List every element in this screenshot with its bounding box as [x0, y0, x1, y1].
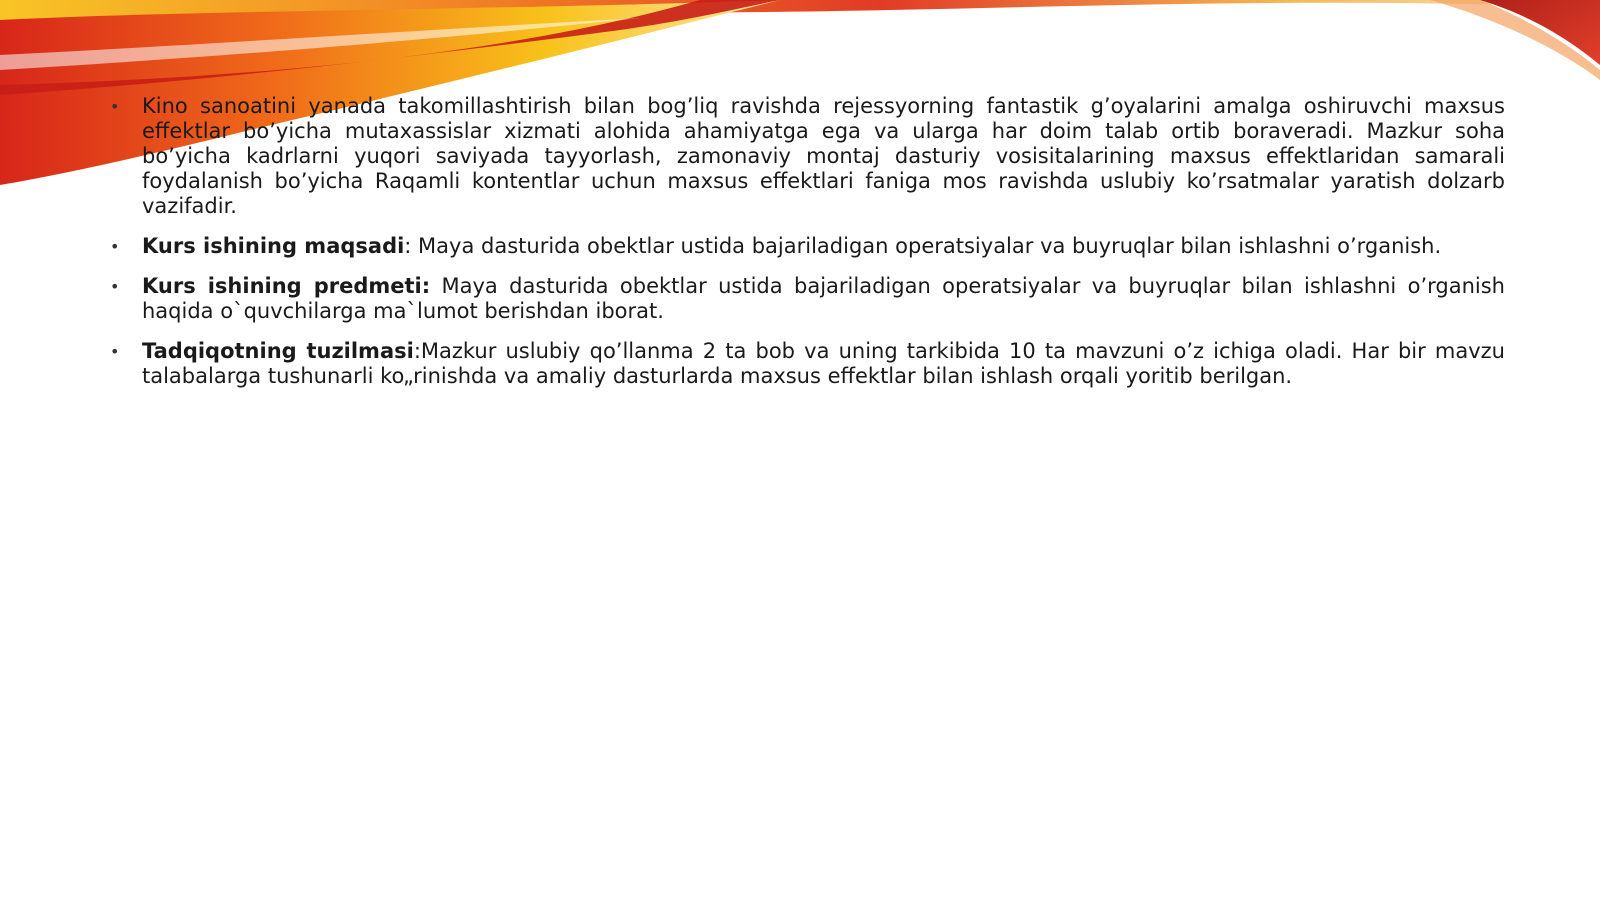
- bullet-text: Kino sanoatini yanada takomillashtirish bilan bog’liq ravishda rejessyorning fantastik g’oyalarini amalga oshiruvchi maxsus effektlar bo’yicha mutaxassislar xizmati alohida ahamiyatga ega va ularga har doim talab ortib boraveradi. Mazkur soha bo’yicha kadrlarni yuqori saviyada tayyorlash, zamonaviy montaj dasturiy vosisitalarining maxsus effektlaridan samarali foydalanish bo’yicha Raqamli kontentlar uchun maxsus effektlari faniga mos ravishda uslubiy ko’rsatmalar yaratish dolzarb vazifadir.: [142, 94, 1505, 218]
- bullet-text: :Mazkur uslubiy qo’llanma 2 ta bob va uning tarkibida 10 ta mavzuni o’z ichiga oladi. Har bir mavzu talabalarga tushunarli ko„rinishda va amaliy dasturlarda maxsus effektlar bilan ishlash orqali yoritib berilgan.: [142, 339, 1505, 388]
- bullet-icon: •: [110, 97, 120, 116]
- bullet-icon: •: [110, 342, 120, 361]
- bullet-heading: Tadqiqotning tuzilmasi: [142, 339, 414, 363]
- content-area: [110, 94, 1505, 404]
- bullet-text: : Maya dasturida obektlar ustida bajariladigan operatsiyalar va buyruqlar bilan ishlashni o’rganish.: [404, 234, 1442, 258]
- bullet-item: [110, 94, 1505, 219]
- bullet-item: [110, 339, 1505, 389]
- bullet-item: [110, 234, 1505, 259]
- bullet-icon: •: [110, 237, 120, 256]
- bullet-item: [110, 274, 1505, 324]
- bullet-text: Maya dasturida obektlar ustida bajariladigan operatsiyalar va buyruqlar bilan ishlashni o’rganish haqida o`quvchilarga ma`lumot berishdan iborat.: [142, 274, 1505, 323]
- bullet-list: [110, 94, 1505, 389]
- bullet-heading: Kurs ishining maqsadi: [142, 234, 405, 258]
- bullet-icon: •: [110, 277, 120, 296]
- bullet-heading: Kurs ishining predmeti:: [142, 274, 431, 298]
